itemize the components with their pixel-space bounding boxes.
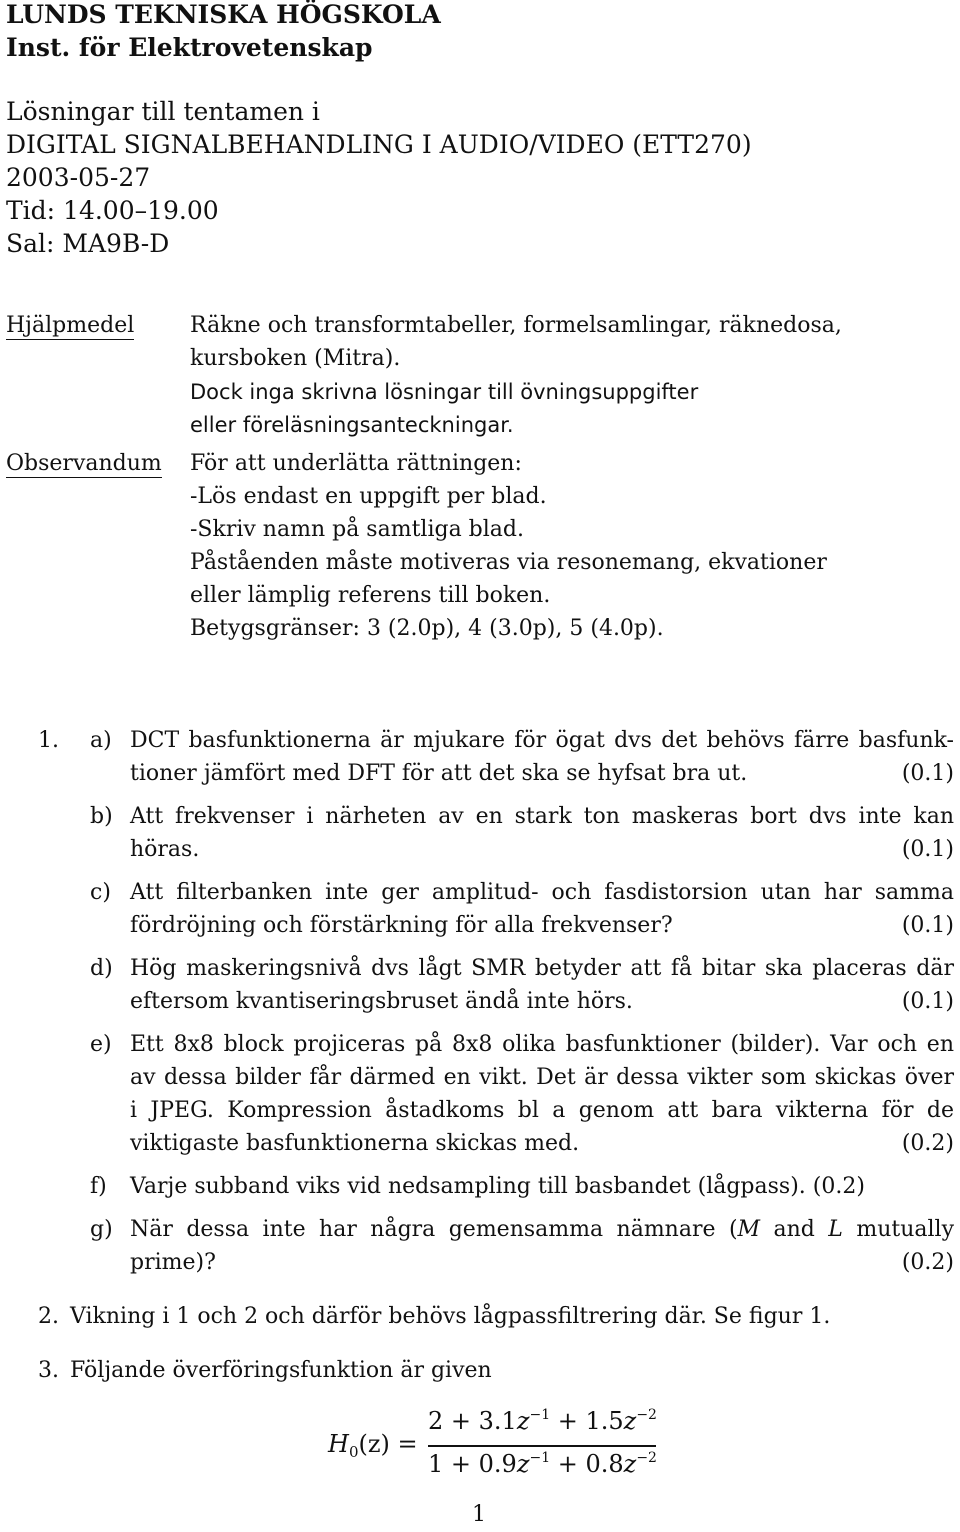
- observe-text-3: -Skriv namn på samtliga blad.: [190, 517, 524, 542]
- q1-g-label: g): [90, 1217, 113, 1242]
- q1-g-text-2: prime)?: [130, 1250, 216, 1275]
- question-1-number: 1.: [38, 728, 59, 753]
- q1-a-text-1: DCT basfunktionerna är mjukare för ögat dvs det behövs färre basfunk-: [130, 728, 954, 753]
- aids-text-1: Räkne och transformtabeller, formelsamlingar, räknedosa,: [190, 313, 842, 338]
- observe-text-4: Påståenden måste motiveras via resonemang, ekvationer: [190, 550, 827, 575]
- q1-d-text-2: eftersom kvantiseringsbruset ändå inte hörs.: [130, 989, 633, 1014]
- q1-d-points: (0.1): [901, 989, 954, 1014]
- q1-e-text-4: viktigaste basfunktionerna skickas med.: [130, 1131, 580, 1156]
- observe-text-5: eller lämplig referens till boken.: [190, 583, 551, 608]
- exam-title-line2: DIGITAL SIGNALBEHANDLING I AUDIO/VIDEO (ETT270): [6, 130, 752, 159]
- question-3-text: Följande överföringsfunktion är given: [70, 1358, 492, 1383]
- q1-b-text-2: höras.: [130, 837, 200, 862]
- aids-bold-1: Dock inga skrivna lösningar till övningsuppgifter: [190, 380, 699, 404]
- transfer-function-lhs: $H_0(z)$ =: [328, 1430, 418, 1461]
- transfer-function-denominator: $1 + 0.9z^{-1} + 0.8z^{-2}$: [428, 1450, 657, 1478]
- q1-g-points: (0.2): [901, 1250, 954, 1275]
- page-number: 1: [472, 1502, 486, 1527]
- q1-c-label: c): [90, 880, 111, 905]
- q1-e-label: e): [90, 1032, 112, 1057]
- q1-e-text-1: Ett 8x8 block projiceras på 8x8 olika basfunktioner (bilder). Var och en: [130, 1032, 954, 1057]
- q1-c-points: (0.1): [901, 913, 954, 938]
- aids-label: Hjälpmedel: [6, 313, 135, 338]
- q1-d-label: d): [90, 956, 113, 981]
- q1-e-points: (0.2): [901, 1131, 954, 1156]
- exam-time: Tid: 14.00–19.00: [6, 196, 219, 225]
- question-2-text: Vikning i 1 och 2 och därför behövs lågpassfiltrering där. Se figur 1.: [70, 1304, 831, 1329]
- q1-d-text-1: Hög maskeringsnivå dvs lågt SMR betyder att få bitar ska placeras där: [130, 956, 954, 981]
- q1-b-points: (0.1): [901, 837, 954, 862]
- q1-c-text-1: Att filterbanken inte ger amplitud- och fasdistorsion utan har samma: [130, 880, 954, 905]
- q1-a-points: (0.1): [901, 761, 954, 786]
- q1-e-text-3: i JPEG. Kompression åstadkoms bl a genom att bara vikterna för de: [130, 1098, 954, 1123]
- grade-limits: Betygsgränser: 3 (2.0p), 4 (3.0p), 5 (4.0p).: [190, 616, 664, 641]
- school-name: LUNDS TEKNISKA HÖGSKOLA: [6, 0, 441, 29]
- question-2-number: 2.: [38, 1304, 59, 1329]
- q1-f-label: f): [90, 1174, 107, 1199]
- q1-a-text-2: tioner jämfört med DFT för att det ska se hyfsat bra ut.: [130, 761, 748, 786]
- fraction-bar: [428, 1445, 656, 1447]
- q1-c-text-2: fördröjning och förstärkning för alla frekvenser?: [130, 913, 673, 938]
- q1-e-text-2: av dessa bilder får därmed en vikt. Det är dessa vikter som skickas över: [130, 1065, 954, 1090]
- q1-f-text-1: Varje subband viks vid nedsampling till basbandet (lågpass). (0.2): [130, 1174, 865, 1199]
- aids-bold-2: eller föreläsningsanteckningar.: [190, 413, 514, 437]
- transfer-function-numerator: $2 + 3.1z^{-1} + 1.5z^{-2}$: [428, 1407, 657, 1435]
- exam-room: Sal: MA9B-D: [6, 229, 170, 258]
- observe-label: Observandum: [6, 451, 162, 476]
- department: Inst. för Elektrovetenskap: [6, 33, 373, 62]
- observe-text-1: För att underlätta rättningen:: [190, 451, 522, 476]
- q1-g-text-1: När dessa inte har några gemensamma nämnare (M and L mutually: [130, 1217, 954, 1242]
- exam-date: 2003-05-27: [6, 163, 151, 192]
- question-3-number: 3.: [38, 1358, 59, 1383]
- observe-text-2: -Lös endast en uppgift per blad.: [190, 484, 547, 509]
- q1-b-text-1: Att frekvenser i närheten av en stark ton maskeras bort dvs inte kan: [130, 804, 954, 829]
- q1-a-label: a): [90, 728, 112, 753]
- exam-title-line1: Lösningar till tentamen i: [6, 97, 320, 126]
- aids-text-2: kursboken (Mitra).: [190, 346, 401, 371]
- q1-b-label: b): [90, 804, 113, 829]
